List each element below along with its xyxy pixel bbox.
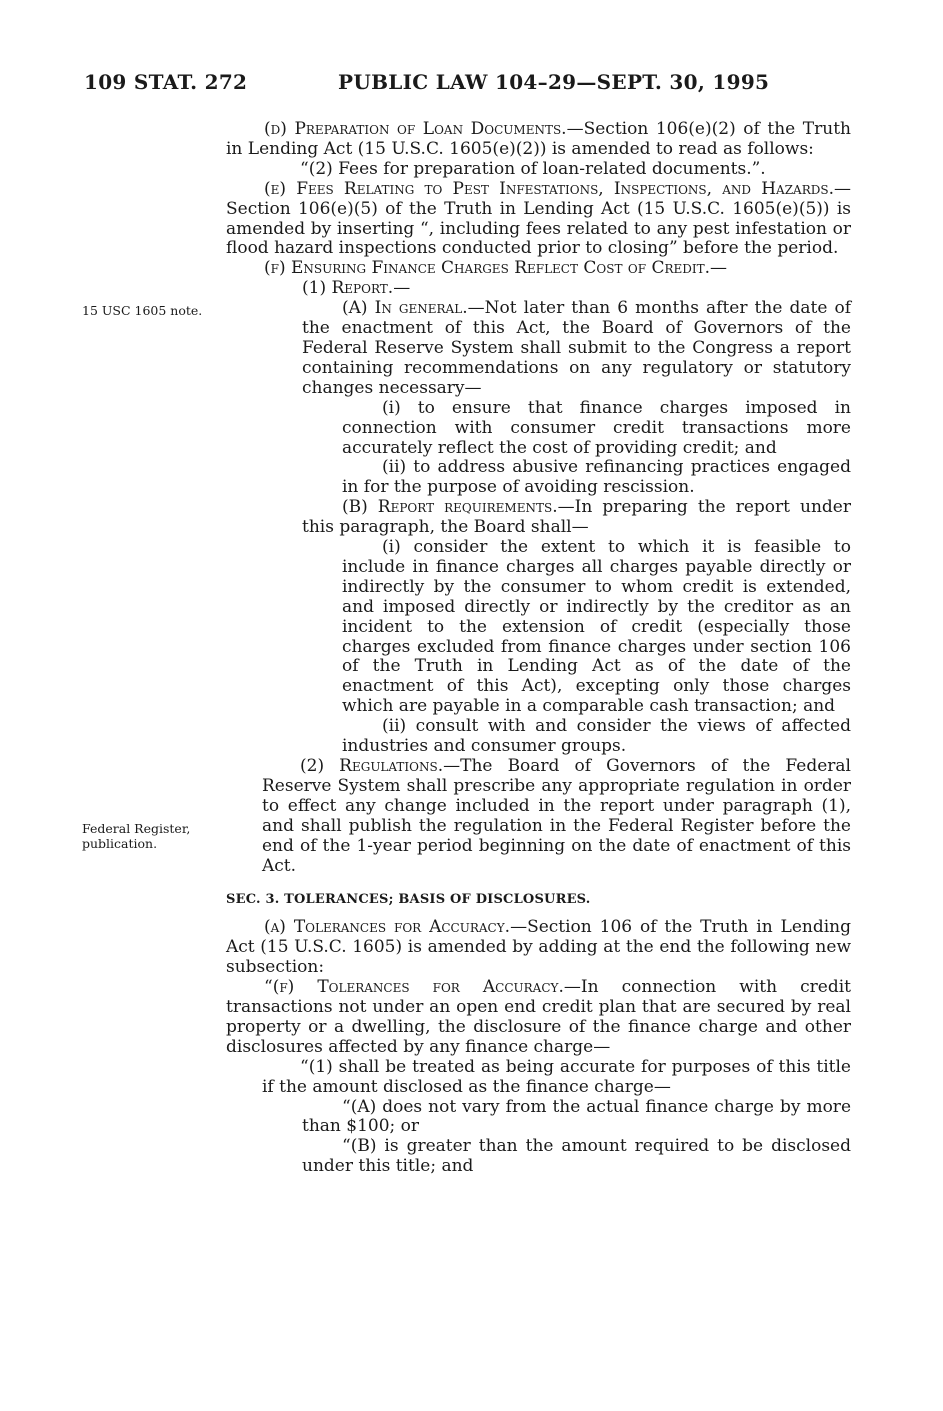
paragraph-2-heading: (2) Regulations.: [300, 756, 444, 776]
subparagraph-b-text: —In preparing the report under this paragraph, the Board shall—: [302, 497, 851, 538]
page-header: [0, 70, 943, 100]
quoted-subparagraph-b: “(B) is greater than the amount required to be disclosed under this title; and: [302, 1136, 851, 1177]
subparagraph-a-heading: (A) In general.: [342, 298, 468, 319]
subsection-a-heading: (a) Tolerances for Accuracy.: [264, 917, 511, 938]
clause-b-ii: (ii) consult with and consider the views of affected industries and consumer groups.: [342, 716, 851, 757]
subsection-a: [226, 918, 851, 978]
subsection-d-text: —Section 106(e)(2) of the Truth in Lending Act (15 U.S.C. 1605(e)(2)) is amended to read as follows:: [226, 119, 851, 159]
clause-a-i: (i) to ensure that finance charges imposed in connection with consumer credit transactions more accurately reflect the cost of providing credit; and: [342, 397, 851, 458]
subparagraph-b-heading: (B) Report requirements.: [342, 497, 558, 518]
quoted-subparagraph-a: “(A) does not vary from the actual finance charge by more than $100; or: [302, 1096, 851, 1137]
paragraph-2-text: —The Board of Governors of the Federal Reserve System shall prescribe any appropriate regulation in order to effect any change included in the report under paragraph (1), and shall publish the regulation in the Federal Register before the end of the 1-year period beginning on the date of enactment of this Act.: [262, 756, 851, 876]
subsection-d-heading: (d) Preparation of Loan Documents.: [264, 119, 567, 139]
subsection-e-heading: (e) Fees Relating to Pest Infestations, Inspections, and Hazards.: [264, 178, 834, 199]
quoted-paragraph-1: “(1) shall be treated as being accurate for purposes of this title if the amount disclosed as the finance charge—: [262, 1056, 851, 1097]
subparagraph-a: [226, 299, 851, 399]
running-head: PUBLIC LAW 104–29—SEPT. 30, 1995: [338, 70, 770, 94]
section-3-heading: SEC. 3. TOLERANCES; BASIS OF DISCLOSURES.: [226, 892, 591, 908]
margin-note-federal-register: Federal Register, publication.: [82, 821, 191, 851]
margin-note-usc: 15 USC 1605 note.: [82, 303, 203, 318]
subsection-a-text: —Section 106 of the Truth in Lending Act (15 U.S.C. 1605) is amended by adding at the end the following new subsection:: [226, 917, 851, 978]
quoted-subsection-f: [226, 978, 851, 1058]
subsection-f-heading: (f) Ensuring Finance Charges Reflect Cost of Credit.—: [264, 258, 728, 279]
clause-b-i: (i) consider the extent to which it is feasible to include in finance charges all charges payable directly or indirectly by the consumer to whom credit is extended, and imposed directly or indirectly by the creditor as an incident to the extension of credit (especially those charges excluded from finance charges under section 106 of the Truth in Lending Act as of the date of the enactment of this Act), excepting only those charges which are payable in a comparable cash transaction; and: [342, 537, 851, 717]
subsection-e: [226, 180, 851, 260]
subsection-e-text: —Section 106(e)(5) of the Truth in Lending Act (15 U.S.C. 1605(e)(5)) is amended by inserting “, including fees related to any pest infestation or flood hazard inspections conducted prior to closing” before the period.: [226, 178, 851, 259]
quoted-subsection-f-text: —In connection with credit transactions not under an open end credit plan that are secured by real property or a dwelling, the disclosure of the finance charge and other disclosures affected by any finance charge—: [226, 977, 851, 1057]
paragraph-1-heading: (1) Report.—: [302, 278, 411, 299]
clause-a-ii: (ii) to address abusive refinancing practices engaged in for the purpose of avoiding rescission.: [342, 457, 851, 498]
subsection-d-quote: “(2) Fees for preparation of loan-related documents.”.: [300, 158, 766, 179]
page-number: 109 STAT. 272: [84, 70, 248, 94]
subparagraph-a-text: —Not later than 6 months after the date of the enactment of this Act, the Board of Governors of the Federal Reserve System shall submit to the Congress a report containing recommendations on any regulatory or statutory changes necessary—: [302, 298, 851, 398]
subsection-d: [226, 120, 851, 160]
page-body: [226, 120, 851, 1177]
subparagraph-b: [226, 498, 851, 538]
paragraph-2: [226, 757, 851, 876]
quoted-subsection-f-heading: “(f) Tolerances for Accuracy.: [264, 977, 564, 998]
